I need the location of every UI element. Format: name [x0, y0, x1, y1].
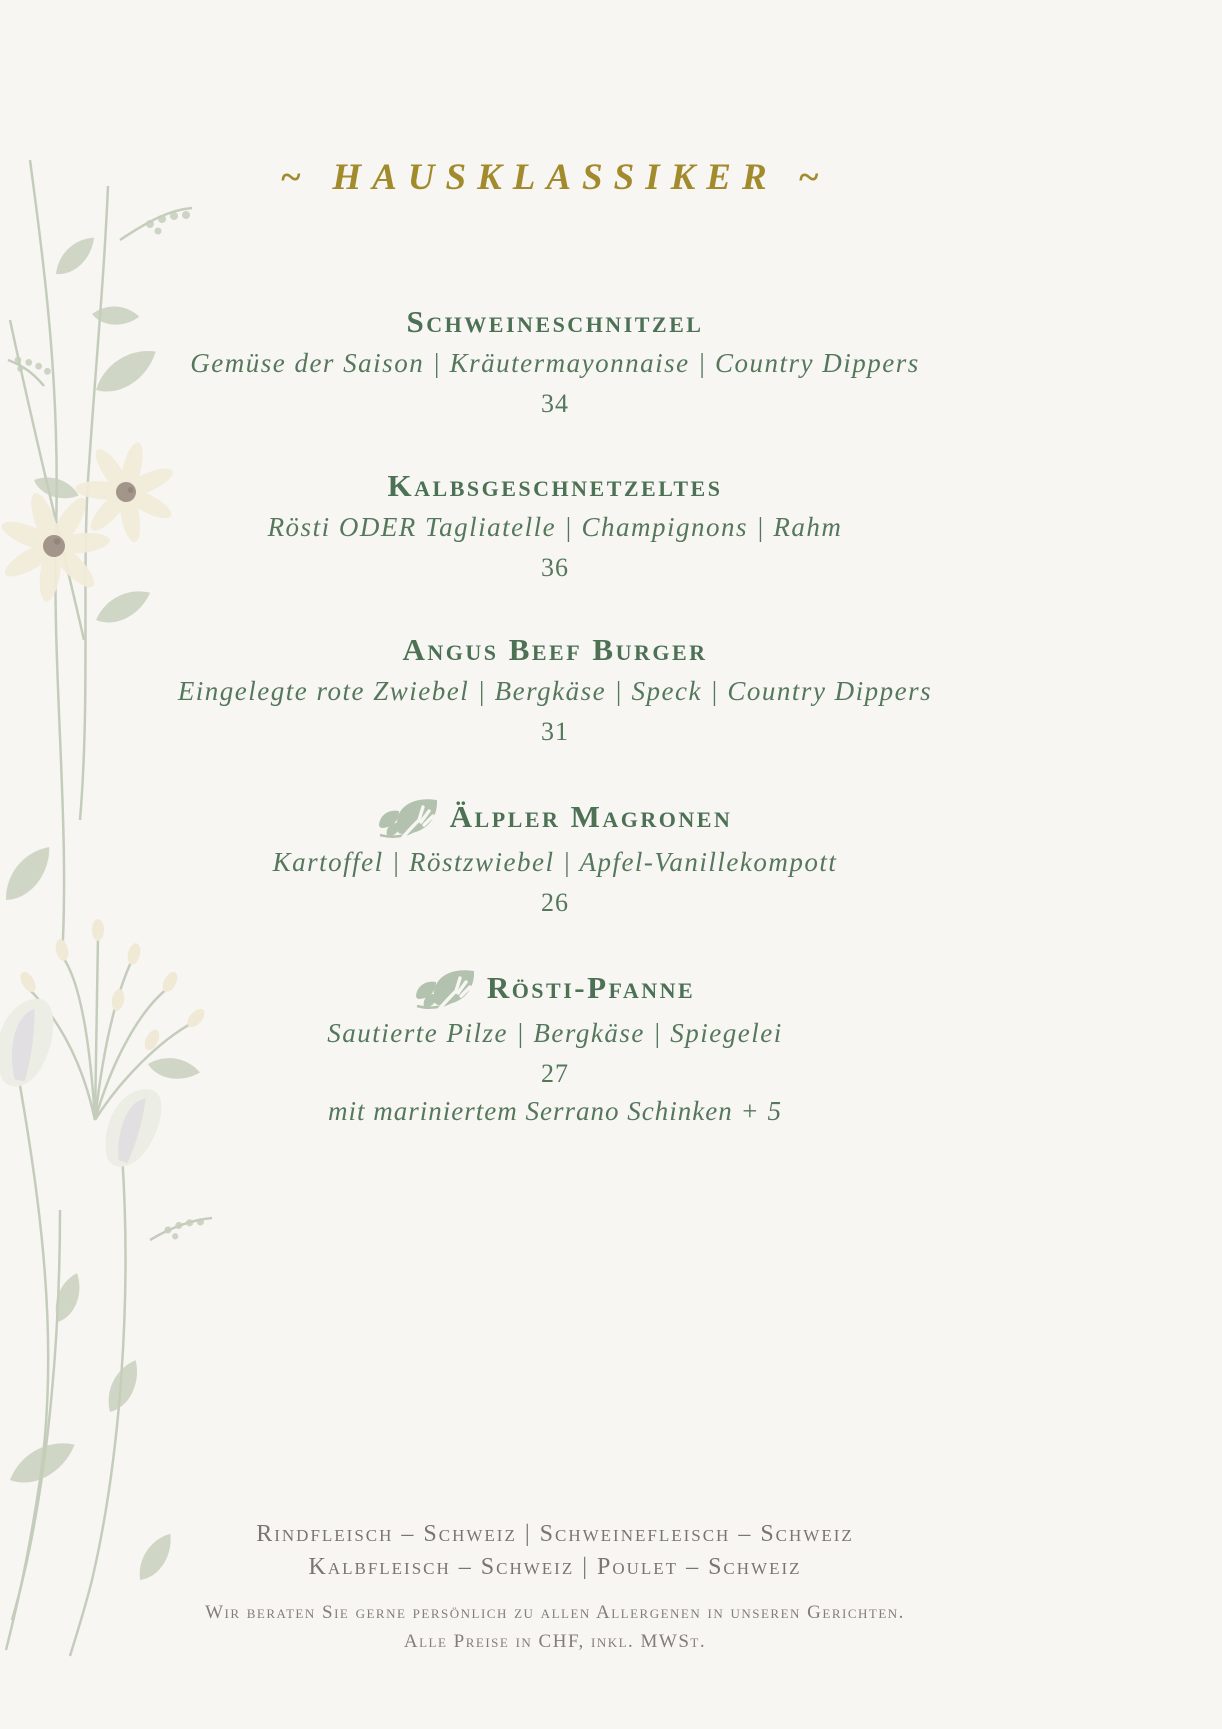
- menu-item-price: 27: [541, 1059, 569, 1088]
- fine-print: [0, 1598, 1110, 1656]
- menu-item: [0, 303, 1110, 420]
- menu-item-description: Kartoffel | Röstzwiebel | Apfel-Vanillekompott: [272, 847, 838, 877]
- menu-item-name: [0, 795, 1110, 839]
- menu-item: [0, 467, 1110, 584]
- menu-item-name: Kalbsgeschnetzeltes: [387, 468, 723, 503]
- menu-item: [0, 795, 1110, 919]
- price-note: Alle Preise in CHF, inkl. MWSt.: [403, 1631, 707, 1652]
- menu-item-supplement-note: mit mariniertem Serrano Schinken + 5: [328, 1096, 782, 1126]
- menu-item-list: [0, 303, 1110, 1128]
- allergen-note: Wir beraten Sie gerne persönlich zu allen Allergenen in unseren Gerichten.: [205, 1602, 905, 1623]
- menu-item-description: Rösti ODER Tagliatelle | Champignons | Rahm: [267, 512, 843, 542]
- menu-item-price: 26: [541, 888, 569, 917]
- meat-origin-line-2: Kalbfleisch – Schweiz | Poulet – Schweiz: [308, 1554, 802, 1580]
- meat-origin-line-1: Rindfleisch – Schweiz | Schweinefleisch – Schweiz: [256, 1521, 854, 1547]
- menu-item-price: 31: [541, 717, 569, 746]
- leaf-fork-icon: [415, 966, 479, 1010]
- menu-item-name-text: Rösti-Pfanne: [486, 970, 696, 1005]
- menu-item-name: Angus Beef Burger: [402, 632, 708, 667]
- leaf-fork-icon: [378, 795, 442, 839]
- menu-item-description: Eingelegte rote Zwiebel | Bergkäse | Speck | Country Dippers: [177, 676, 933, 706]
- menu-item: [0, 966, 1110, 1128]
- menu-item-price: 34: [541, 389, 569, 418]
- menu-item-price: 36: [541, 553, 569, 582]
- menu-item-name: [0, 966, 1110, 1010]
- menu-item-name-text: Älpler Magronen: [449, 799, 733, 834]
- menu-item-description: Sautierte Pilze | Bergkäse | Spiegelei: [327, 1018, 783, 1048]
- menu-item: [0, 631, 1110, 748]
- menu-section-title: ~ HAUSKLASSIKER ~: [280, 157, 830, 198]
- menu-item-description: Gemüse der Saison | Kräutermayonnaise | Country Dippers: [190, 348, 920, 378]
- meat-origin-declaration: [0, 1518, 1110, 1584]
- menu-item-name: Schweineschnitzel: [406, 304, 704, 339]
